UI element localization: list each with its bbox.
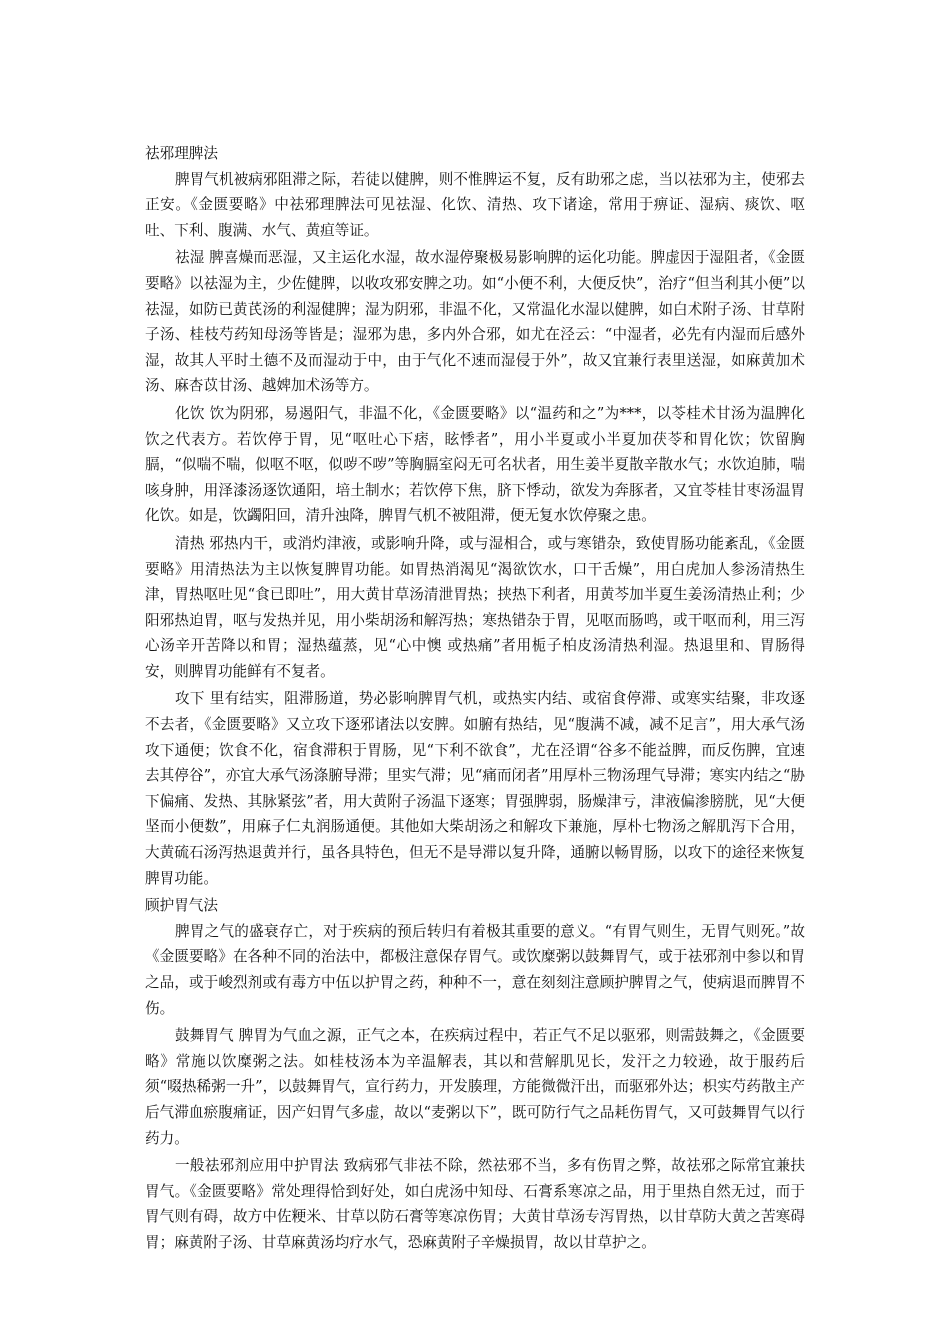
- section-heading: 祛邪理脾法: [145, 145, 218, 162]
- paragraph-qu-shi: 祛湿 脾喜燥而恶湿，又主运化水湿，故水湿停聚极易影响脾的运化功能。脾虚因于湿阻者，《金匮要略》以祛湿为主，少佐健脾，以收攻邪安脾之功。如“小便不利，大便反快”，治疗“但当利其小便”以祛湿，如防已黄芪汤的利湿健脾；湿为阴邪，非温不化，又常温化水湿以健脾，如白术附子汤、甘草附子汤、桂枝芍药知母汤等皆是；湿邪为患，多内外合邪，如尤在泾云：“中湿者，必先有内湿而后感外湿，故其人平时土德不及而湿动于中，由于气化不速而湿侵于外”，故又宜兼行表里送湿，如麻黄加术汤、麻杏苡甘汤、越婢加术汤等方。: [145, 249, 805, 395]
- section-heading: 顾护胃气法: [145, 897, 218, 915]
- paragraph-intro: 脾胃气机被病邪阻滞之际，若徒以健脾，则不惟脾运不复，反有助邪之虑，当以祛邪为主，使邪去正安。《金匮要略》中祛邪理脾法可见祛湿、化饮、清热、攻下诸途，常用于痹证、湿病、痰饮、呕吐、下利、腹满、水气、黄疸等证。: [145, 170, 805, 239]
- paragraph-gu-wu-wei-qi: 鼓舞胃气 脾胃为气血之源，正气之本，在疾病过程中，若正气不足以驱邪，则需鼓舞之，《金匮要略》常施以饮糜粥之法。如桂枝汤本为辛温解表，其以和营解肌见长，发汗之力较逊，故于服药后须“啜热稀粥一升”，以鼓舞胃气，宣行药力，开发腠理，方能微微汗出，而驱邪外达；枳实芍药散主产后气滞血瘀腹痛证，因产妇胃气多虚，故以“麦粥以下”，既可防行气之品耗伤胃气，又可鼓舞胃气以行药力。: [145, 1027, 805, 1147]
- paragraph-qing-re: 清热 邪热内干，或消灼津液，或影响升降，或与湿相合，或与寒错杂，致使胃肠功能紊乱，《金匮要略》用清热法为主以恢复脾胃功能。如胃热消渴见“渴欲饮水，口干舌燥”，用白虎加人参汤清热生津，胃热呕吐见“食已即吐”，用大黄甘草汤清泄胃热；挟热下利者，用黄芩加半夏生姜汤清热止利；少阳邪热迫胃，呕与发热并见，用小柴胡汤和解泻热；寒热错杂于胃，见呕而肠鸣，或干呕而利，用三泻心汤辛开苦降以和胃；湿热蕴蒸，见“心中懊 或热痛”者用栀子柏皮汤清热利湿。热退里和、胃肠得安，则脾胃功能鲜有不复者。: [145, 534, 805, 680]
- paragraph-hua-yin: 化饮 饮为阴邪，易遏阳气，非温不化，《金匮要略》以“温药和之”为***，以苓桂术甘汤为温脾化饮之代表方。若饮停于胃，见“呕吐心下痞，眩悸者”，用小半夏或小半夏加茯苓和胃化饮；饮留胸膈，“似喘不喘，似呕不呕，似哕不哕”等胸膈室闷无可名状者，用生姜半夏散辛散水气；水饮迫肺，喘咳身肿，用泽漆汤逐饮通阳，培土制水；若饮停下焦，脐下悸动，欲发为奔豚者，又宜苓桂甘枣汤温胃化饮。如是，饮蠲阳回，清升浊降，脾胃气机不被阻滞，便无复水饮停聚之患。: [145, 404, 805, 525]
- section-gu-hu-wei-qi: [145, 893, 805, 1255]
- document-page: [145, 141, 805, 1258]
- paragraph-intro: 脾胃之气的盛衰存亡，对于疾病的预后转归有着极其重要的意义。“有胃气则生，无胃气则死。”故《金匮要略》在各种不同的治法中，都极注意保存胃气。或饮糜粥以鼓舞胃气，或于祛邪剂中参以和胃之品，或于峻烈剂或有毒方中伍以护胃之药，种种不一，意在刻刻注意顾护脾胃之气，使病退而脾胃不伤。: [145, 922, 805, 1017]
- paragraph-hu-wei-fa: 一般祛邪剂应用中护胃法 致病邪气非祛不除，然祛邪不当，多有伤胃之弊，故祛邪之际常宜兼扶胃气。《金匮要略》常处理得恰到好处，如白虎汤中知母、石膏系寒凉之品，用于里热自然无过，而于胃气则有碍，故方中佐粳米、甘草以防石膏等寒凉伤胃；大黄甘草汤专泻胃热，以甘草防大黄之苦寒碍胃；麻黄附子汤、甘草麻黄汤均疗水气，恐麻黄附子辛燥损胃，故以甘草护之。: [145, 1157, 805, 1251]
- section-qu-xie-li-pi: [145, 141, 805, 891]
- paragraph-gong-xia: 攻下 里有结实，阻滞肠道，势必影响脾胃气机，或热实内结、或宿食停滞、或寒实结聚，非攻逐不去者，《金匮要略》又立攻下逐邪诸法以安脾。如腑有热结，见“腹满不减，减不足言”，用大承气汤攻下通便；饮食不化，宿食滞积于胃肠，见“下利不欲食”，尤在泾谓“谷多不能益脾，而反伤脾，宜速去其停谷”，亦宜大承气汤涤腑导滞；里实气滞；见“痛而闭者”用厚朴三物汤理气导滞；寒实内结之“胁下偏痛、发热、其脉紧弦”者，用大黄附子汤温下逐寒；胃强脾弱，肠燥津亏，津液偏渗膀胱，见“大便坚而小便数”，用麻子仁丸润肠通便。其他如大柴胡汤之和解攻下兼施，厚朴七物汤之解肌泻下合用，大黄硫石汤泻热退黄并行，虽各具特色，但无不是导滞以复升降，通腑以畅胃肠，以攻下的途径来恢复脾胃功能。: [145, 690, 805, 887]
